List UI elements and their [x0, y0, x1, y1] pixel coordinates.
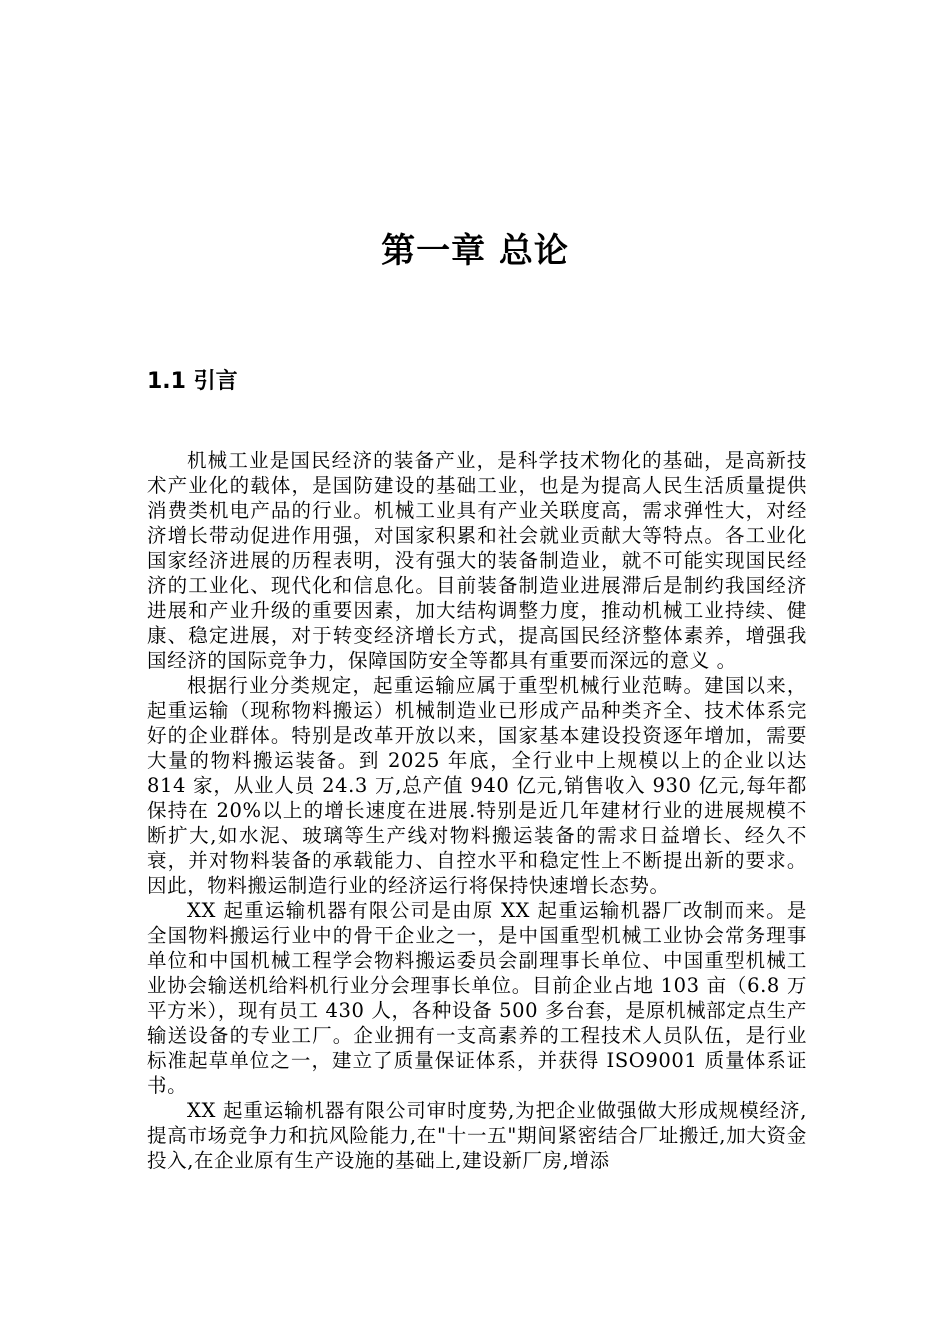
section-heading: 1.1 引言: [147, 369, 238, 394]
paragraph: 机械工业是国民经济的装备产业，是科学技术物化的基础，是高新技术产业化的载体，是国防建设的基础工业，也是为提高人民生活质量提供消费类机电产品的行业。机械工业具有产业关联度高，需求弹性大，对经济增长带动促进作用强，对国家积累和社会就业贡献大等特点。各工业化国家经济进展的历程表明，没有强大的装备制造业，就不可能实现国民经济的工业化、现代化和信息化。目前装备制造业进展滞后是制约我国经济进展和产业升级的重要因素，加大结构调整力度，推动机械工业持续、健康、稳定进展，对于转变经济增长方式，提高国民经济整体素养，增强我国经济的国际竞争力，保障国防安全等都具有重要而深远的意义 。: [147, 449, 807, 672]
paragraph: 根据行业分类规定，起重运输应属于重型机械行业范畴。建国以来，起重运输（现称物料搬运）机械制造业已形成产品种类齐全、技术体系完好的企业群体。特别是改革开放以来，国家基本建设投资逐年增加，需要大量的物料搬运装备。到 2025 年底，全行业中上规模以上的企业以达 814 家，从业人员 24.3 万,总产值 940 亿元,销售收入 930 亿元,每年都保持在 20%以上的增长速度在进展.特别是近几年建材行业的进展规模不断扩大,如水泥、玻璃等生产线对物料搬运装备的需求日益增长、经久不衰，并对物料装备的承载能力、自控水平和稳定性上不断提出新的要求。因此，物料搬运制造行业的经济运行将保持快速增长态势。: [147, 674, 807, 897]
chapter-title: 第一章 总论: [381, 231, 569, 271]
paragraph: XX 起重运输机器有限公司是由原 XX 起重运输机器厂改制而来。是全国物料搬运行业中的骨干企业之一，是中国重型机械工业协会常务理事单位和中国机械工程学会物料搬运委员会副理事长单位、中国重型机械工业协会输送机给料机行业分会理事长单位。目前企业占地 103 亩（6.8 万平方米），现有员工 430 人，各种设备 500 多台套，是原机械部定点生产输送设备的专业工厂。企业拥有一支高素养的工程技术人员队伍，是行业标准起草单位之一，建立了质量保证体系，并获得 ISO9001 质量体系证书。: [147, 899, 807, 1097]
body-text: [147, 448, 807, 1173]
paragraph: XX 起重运输机器有限公司审时度势,为把企业做强做大形成规模经济,提高市场竞争力和抗风险能力,在"十一五"期间紧密结合厂址搬迁,加大资金投入,在企业原有生产设施的基础上,建设新厂房,增添: [147, 1099, 807, 1172]
